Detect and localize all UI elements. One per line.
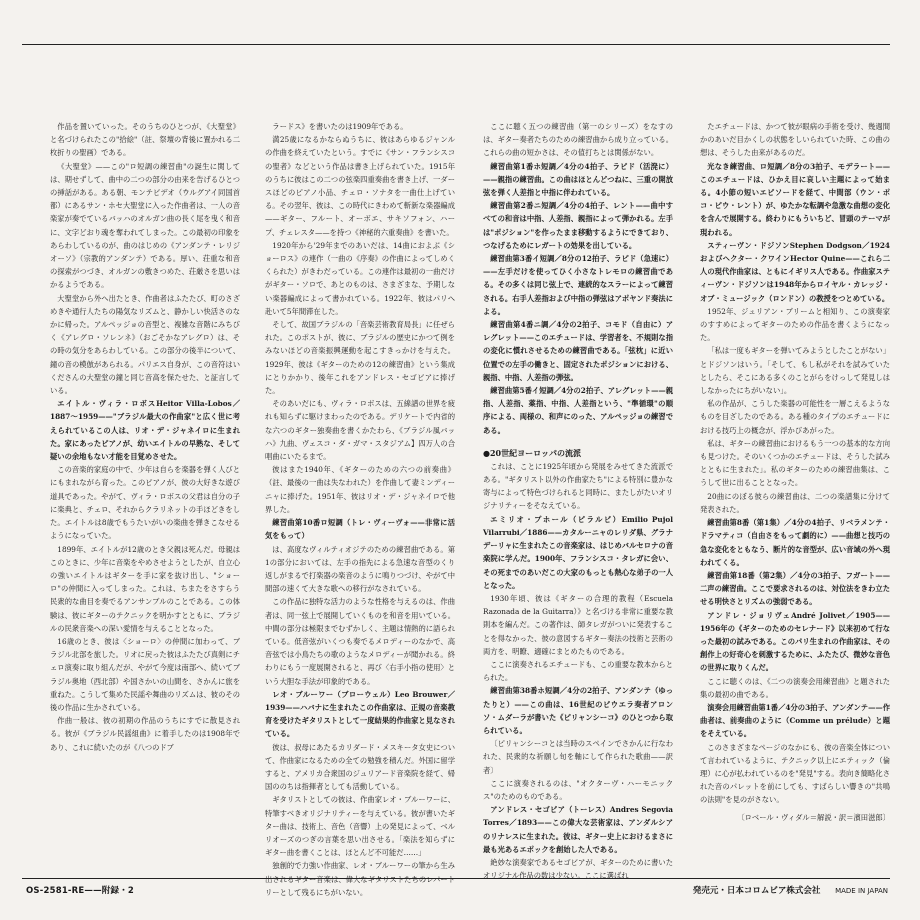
paragraph: この作品に独特な活力のような性格を与えるのは、作曲者は、同一弦上で展開していくものを和音を用いている。中間の部分は極限までむずかしく、主題は情熱的に語られている。低音弦がいくつも奏でるメロディーのなかで、高音弦では小鳥たちの歌のようなメロディーが聞かれる。終わりにもう一度展開されると、再び〈右手小指の使用〉という大胆な手法が印象的である。 bbox=[265, 597, 455, 686]
paragraph: 彼は、叔母にあたるカリダード・メスキータ女史について、作曲家になるための全ての勉強を積んだ。外国に留学すると、アメリカ合衆国のジュリアード音楽院を経て、帰国ののちは指揮者としても活動している。 bbox=[265, 742, 455, 792]
entry-heading: エイトル・ヴィラ・ロボスHeitor Villa-Lobos／1887〜1959——"ブラジル最大の作曲家"と広く世に考えられているこの人は、リオ・デ・ジャネイロに生まれた。家にあったピアノが、幼いエイトルの早熟な、そして疑いの余地もない才能を目覚めさせた。 bbox=[50, 399, 240, 462]
entry-heading: 練習曲第1番ホ短調／4分の4拍子、ラピド（活溌に）——親指の練習曲。この曲はほとんどつねに、三重の開放弦を弾く人差指と中指に伴われている。 bbox=[483, 161, 673, 198]
paragraph: は、高度なヴィルティオジテのための練習曲である。第1の部分においては、左手の指先による急速な音型のくり返しがまるで打楽器の楽音のように鳴りつづけ、やがて中間部の速くて大きな歌への移行がなされている。 bbox=[265, 544, 455, 594]
column-4 bbox=[700, 120, 890, 870]
column-2 bbox=[265, 120, 455, 897]
paragraph: たエチュードは、かつて彼が眼病の手術を受け、幾週間かのあいだ目かくしの状態をしいられていた時、この曲の想は、そうした由来があるのだ。 bbox=[700, 122, 890, 158]
footer-publisher-block bbox=[693, 884, 888, 896]
entry-heading: 演奏会用練習曲第1番／4分の3拍子、アンダンテ——作曲者は、前奏曲のように（Comme un prélude）と題をそえている。 bbox=[700, 702, 890, 739]
entry-heading: 練習曲第4番ニ調／4分の2拍子、コモド（自由に）アレグレット——このエチュードは、学習者を、不規則な指の変化に慣れさせるための練習曲である。「弦枕」に近い位置での左手の働きと、固定されたポジションにおける、親指、中指、人差指の弾弦。 bbox=[483, 320, 673, 382]
column-3 bbox=[483, 120, 673, 881]
entry-heading: 光なき練習曲、ロ短調／8分の3拍子、モデラート——このエチュードは、ひかえ目に哀しい主題によって始まる。4小節の短いエピソードを経て、中間部（ウン・ポコ・ピウ・レント）が、ゆたかな転調や急激な曲想の変化を含んで展開する。終わりにもういちど、冒頭のテーマが現われる。 bbox=[700, 161, 890, 237]
paragraph: 満25歳になるかならぬうちに、彼はあらゆるジャンルの作曲を終えていたという。すでに《サン・フランシスコの聖者》などという作品は書き上げられていた。1915年のうちに彼はこの二つの弦楽四重奏曲を書き上げ、一ダースほどのピアノ小品、チェロ・ソナタを一曲仕上げている。その翌年、彼は、この時代にきわめて斬新な楽器編成——ギター、フルート、オーボエ、サキソフォン、ハープ、チェレスタ——を持つ《神秘的六重奏曲》を書いた。 bbox=[265, 135, 455, 237]
entry-heading: エミリオ・プホール（ピラルビ）Emilio Pujol Vilarrubi／1886——カタルーニャのレリダ県、グラナデーリャに生まれたこの音楽家は、はじめバルセロナの音楽院に学んだ。1900年、フランシスコ・タレガに会い、その死までのあいだこの大家のもっとも熱心な弟子の一人となった。 bbox=[483, 514, 673, 590]
paragraph: 作曲一般は、彼の初期の作品のうちにすでに散見される。彼が《ブラジル民謡組曲》に着手したのは1908年であり、これに続いたのが《八つのドブ bbox=[50, 716, 240, 752]
paragraph: ここに演奏されるエチュードも、この重要な教本からとられた。 bbox=[483, 659, 673, 683]
paragraph: ここに演奏されるのは、"オクターヴ・ハーモニックス"のためのものである。 bbox=[483, 778, 673, 801]
entry-heading: スティーヴン・ドジソンStephen Dodgson／1924およびヘクター・クワインHector Quine——これら二人の現代作曲家は、ともにイギリス人である。作曲家スティーヴン・ドジソンは1948年からロイヤル・カレッジ・オブ・ミュージック（ロンドン）の教授をつとめている。 bbox=[700, 240, 890, 303]
entry-heading: 練習曲第2番ニ短調／4分の4拍子、レント——曲中すべての和音は中指、人差指、親指によって弾かれる。左手は"ポジション"を作ったまま移動するようにできており、つなげるためにレガートの効果を出している。 bbox=[483, 201, 673, 250]
paragraph: ここに聴く五つの練習曲（第一のシリーズ）をなすのは、ギター奏者たちのための練習曲から成り立っている。これらの曲の短かさは、その值打ちとは関係がない。 bbox=[483, 122, 673, 158]
paragraph: 1920年から'29年までのあいだは、14曲におよぶ《ショーロス》の連作（一曲の《序奏》の作曲によってしめくくられた）がきわだっている。この連作は最初の一曲だけがギター・ソロで、あとのものは、さまざまな、予期しない楽器編成によって書かれている。1922年、彼はパリへ赴いて5年間滞在した。 bbox=[265, 240, 455, 316]
column-1 bbox=[50, 120, 240, 870]
paragraph: 「私は一度もギターを弾いてみようとしたことがない」とドジソンはいう。「そして、もし私がそれを試みていたとしたら、そこにある多くのことがらをけっして発見しはしなかったにちがいない」。 bbox=[700, 346, 890, 396]
top-rule bbox=[22, 44, 890, 45]
paragraph: 彼はまた1940年、《ギターのための六つの前奏曲》（註、最後の一曲は失なわれた）を作曲して妻ミンディーニャに捧げた。1951年、彼はリオ・デ・ジャネイロで他界した。 bbox=[265, 465, 455, 514]
paragraph: 1899年、エイトルが12歳のとき父親は死んだ。母親はこのときに、少年に音楽をやめさせようとしたが、自立心の強いエイトルはギターを手に家を抜け出し、"ショーロ"の仲間に入ってしまった。これは、ちまたをさすらう民衆的な曲目を奏でるアンサンブルのことである。この体験は、彼にギターのテクニックを明かすとともに、ブラジルの民衆音楽への深い愛情を与えることとなった。 bbox=[50, 544, 240, 633]
paragraph: そのあいだにも、ヴィラ・ロボスは、五線譜の世界を疲れも知らずに駆けまわったのである。デリケートで内省的な六つのギター独奏曲を書くかたわら、《ブラジル風バッハ》九曲、ヴェスコ・ダ・ガマ・スタジアム】四万人の合唱曲にいたるまで。 bbox=[265, 399, 455, 462]
paragraph: このさまざまなページのなかにも、彼の音楽全体について言われているように、テクニック以上にエティック（倫理）に心が払われているのを"発見"する。表向き簡略化された音のパレットを前にしても、すばらしい響きの"共鳴の法則"を見のがさない。 bbox=[700, 742, 890, 805]
paragraph: これは、ことに1925年頃から発展をみせてきた流派である。"ギタリスト以外の作曲家たち"による特別に豊かな寄与によって特色づけられると同時に、またしがたいオリジナリティーをそなえている。 bbox=[483, 461, 673, 511]
paragraph: 私は、ギターの練習曲におけるもう一つの基本的な方向も見つけた。そのいくつかのエチュードは、そうした試みとともに生まれた」。私のギターのための練習曲集は、こうして世に出ることとなった。 bbox=[700, 438, 890, 488]
paragraph: 20曲にのぼる彼らの練習曲は、二つの楽譜集に分けて発表された。 bbox=[700, 491, 890, 514]
translator-credit: 〔ロベール・ヴィダル＝解説・訳＝濱田滋郎〕 bbox=[737, 812, 890, 822]
paragraph: 《大聖堂》——この"ロ短調の練習曲"の誕生に関しては、期せずして、曲中の二つの部分の由来を告げるひとつの挿話がある。ある朝、モンテビデオ（ウルグアイ同国首都）にあるサン・ホセ大聖堂に入った作曲者は、一人の音楽家が奏でているバッハのオルガン曲の長く尾を曳く和音に、文字どおり魂を奪われてしまった。この最初の印象をあらわしているのが、曲のはじめの《アンダンテ・レリジオーソ》（宗教的アンダンテ）である。厚い、荘重な和音の探索がつづき、オルガンの敷きつめた、荘厳さを思いはかるようである。 bbox=[50, 161, 240, 290]
paragraph: 大聖堂から外へ出たとき、作曲者はふたたび、町のさざめきや通行人たちの陽気なリズムと、静かしい快活さのなかに帰った。アルペッジョの音型と、複雑な音階にみちびく《アレグロ・ソレンネ》（おごそかなアレグロ）は、その時の気分をあらわしている。この部分の後半について、鐘の音の模倣があられる。パリエス自身が、この音符はいくださんの大聖堂の鐘と同じ音高を保たせた、と証言している。 bbox=[50, 293, 240, 396]
entry-heading: 練習曲第5番イ短調／4分の2拍子、アレグレット——親指、人差指、薬指、中指、人差指という、"準循環"の順序による、両様の、和声にのった、アルペッジョの練習である。 bbox=[483, 386, 673, 435]
paragraph: ここに聴くのは、《二つの演奏会用練習曲》と題された集の最初の曲である。 bbox=[700, 676, 890, 699]
paragraph: 絶妙な演奏家であるセゴビアが、ギターのために書いたオリジナル作品の数は少ない。ここに選ばれ bbox=[483, 857, 673, 881]
publisher: 発売元・日本コロムビア株式会社 bbox=[692, 886, 821, 896]
paragraph: 〔ピリャンシーコとは当時のスペインでさかんに行なわれた、民衆的な祈願し旬を軸にして作られた歌曲——訳者〕 bbox=[483, 739, 673, 775]
paragraph: 1952年、ジュリアン・ブリームと相知り、この演奏家のすすめによってギターのための作品を書くようになった。 bbox=[700, 306, 890, 343]
entry-heading: 練習曲第10番ロ短調（トレ・ヴィーヴォ——非常に活気をもって） bbox=[265, 518, 455, 541]
entry-heading: レオ・ブルーワー（ブローウェル）Leo Brouwer／1939——ハバナに生まれたこの作曲家は、正規の音楽教育を受けたギタリストとして一度結果的作曲家と見なされている。 bbox=[265, 689, 455, 739]
paragraph: そして、故国ブラジルの「音楽芸術教育局長」に任ぜられた。このポストが、彼に、ブラジルの歴史にかつて例をみないほどの音楽振興運動を起こすきっかけを与えた。1929年、彼は《ギターのための12の練習曲》という集成にとりかかり、後年これをアンドレス・セゴビアに捧げた。 bbox=[265, 320, 455, 396]
paragraph: 私の作品が、こうした楽器の可能性を一層こえるようなものを目ざしたのである。ある種のタイプのエチュードにおける技巧上の概念が、浮かびあがった。 bbox=[700, 399, 890, 435]
catalog-number: OS-2581-RE——附録・2 bbox=[26, 886, 135, 896]
paragraph: ラードス》を書いたのは1909年である。 bbox=[272, 122, 408, 131]
entry-heading: 練習曲第8番（第1集）／4分の4拍子、リベラメンテ・ドラマティコ（自由さをもって劇的に）——曲想と技巧の急な変化をともなう、断片的な音型が、広い音域の外へ現われてくる。 bbox=[700, 518, 890, 567]
paragraph: ギタリストとしての彼は、作曲家レオ・ブルーワーに、特筆すべきオリジナリティーを与えている。彼が書いたギター曲は、技術上、音色（音響）上の発見によって、ベルリオーズのつぎの言葉を思い出させる。「楽法を知らずにギター曲を書くことは、ほとんど不可能だ……」 bbox=[265, 795, 455, 858]
paragraph: 1930年頃、彼は《ギターの合理的教程（Escuela Razonada de la Guitarra）》と名づける非常に重要な教則本を編んだ。この著作は、師タレガがついに発表することを得なかった、彼の意図するギター奏法の技術と芸術の両方を、明瞭、適確にまとめたものである。 bbox=[483, 593, 673, 656]
entry-heading: 練習曲第38番ホ短調／4分の2拍子、アンダンテ（ゆったりと）——この曲は、16世紀のビウエラ奏者アロンソ・ムダーラが書いた《ピリャンシーコ》のひとつから取られている。 bbox=[483, 686, 673, 735]
entry-heading: アンドレス・セゴビア（トーレス）Andres Segovia Torres／1893——この偉大な芸術家は、アンダルシアのリナレスに生まれた。彼は、ギター史上におけるまさに最も光あるエポックを創始した人である。 bbox=[483, 805, 673, 854]
entry-heading: 練習曲第3番イ短調／8分の12拍子、ラピド（急速に）——左手だけを使ってひく小さなトレモロの練習曲である。その多くは同じ弦上で、連続的なスラーによって練習される。右手人差指および中指の弾弦はアポヤンド奏法による。 bbox=[483, 254, 673, 316]
bottom-rule bbox=[22, 878, 890, 879]
entry-heading: 練習曲第18番（第2集）／4分の3拍子、フガート——二声の練習曲。ここで要求されるのは、対位法をきわ立たせる明快さとリズムの強弱である。 bbox=[700, 570, 890, 607]
paragraph: 作品を置いていった。そのうちのひとつが、《大聖堂》と名づけられたこの"拾絵"（註、祭壇の背後に置かれる二枚折りの聖画）である。 bbox=[50, 122, 240, 158]
entry-heading: アンドレ・ジョリヴェAndré Jolivet／1905——1956年の《ギターのためのセレナード》以来初めて行なった最初の試みである。このパリ生まれの作曲家は、その創作上の好奇心を刺激するために、ふたたび、微妙な音色の世界に取りくんだ。 bbox=[700, 610, 890, 673]
paragraph: この音楽的家庭の中で、少年は自らを楽器を弾く人びとにもまれながら育った。このピアノが、彼の大好きな遊び道具であった。やがて、ヴィラ・ロボスの父君は自分の子に楽典と、チェロ、それからクラリネットの手ほどきをした。エイトルは8歳でもうたいがいの楽曲を弾きこなせるようになっていた。 bbox=[50, 465, 240, 541]
paragraph: 16歳のとき、彼は〈ショーロ〉の仲間に加わって、ブラジル北部を旅した。リオに戻った彼はふたたび真剣にチェロ演奏に取り組んだが、やがて今度は南部へ、続いてブラジル奥地（西北部）や国さかいの山間を、さかんに旅を重ねた。こうして集めた民謡や舞曲のリズムは、彼のその後の作品に生かされている。 bbox=[50, 636, 240, 712]
paragraph: 独創的で力強い作曲家、レオ・ブルーワーの筆から生み出されるギター音楽は、偉大なギタリストたちのレパートリーとして残るにちがいない。 bbox=[265, 861, 455, 897]
made-in-japan: MADE IN JAPAN bbox=[835, 887, 888, 895]
section-heading: ●20世紀ヨーロッパの流派 bbox=[483, 447, 581, 458]
